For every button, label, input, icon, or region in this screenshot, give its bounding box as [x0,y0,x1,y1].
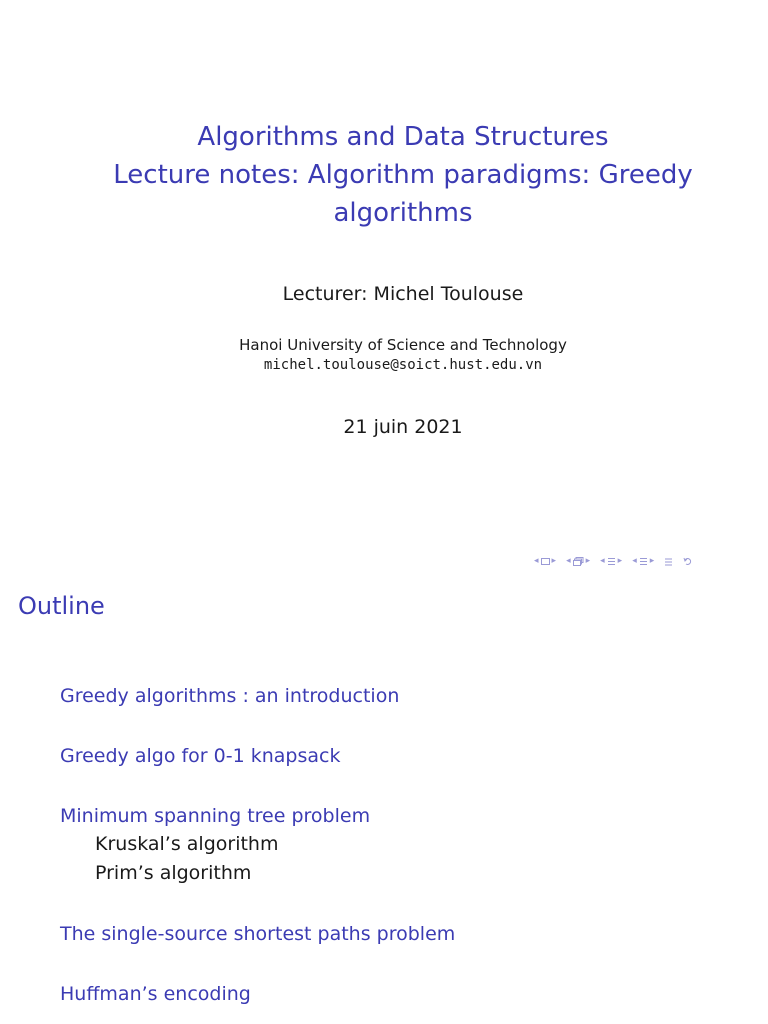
toc-section-link[interactable]: Greedy algo for 0-1 knapsack [60,745,341,767]
title-line: Lecture notes: Algorithm paradigms: Greedy [113,160,693,190]
frame-nav-icon[interactable]: ◂ ▸ [534,556,557,566]
align-icon[interactable] [664,557,673,566]
toc-section-link[interactable]: Huffman’s encoding [60,983,251,1005]
beamer-navigation-bar [534,554,698,568]
institute-block [0,335,768,375]
subsection-forward-icon[interactable]: ◂ ▸ [632,556,655,566]
lecturer-name: Lecturer: Michel Toulouse [282,283,524,305]
frame-title: Outline [18,592,105,620]
outline-slide [0,576,768,1024]
institute-name: Hanoi University of Science and Technology [239,336,567,354]
search-back-icon[interactable] [683,557,692,566]
slide-title [0,118,768,232]
toc-subsection-link[interactable]: Kruskal’s algorithm [95,833,279,855]
lecture-date: 21 juin 2021 [343,416,463,438]
title-line: algorithms [333,198,473,228]
title-line: Algorithms and Data Structures [197,122,609,152]
lecturer-email: michel.toulouse@soict.hust.edu.vn [263,357,543,373]
section-nav-icon[interactable]: ◂ ▸ [600,556,623,566]
toc-section-link[interactable]: Greedy algorithms : an introduction [60,685,400,707]
subsection-nav-icon[interactable]: ◂ ▸ [566,556,591,566]
toc-section-link[interactable]: The single-source shortest paths problem [60,923,456,945]
toc-section-link[interactable]: Minimum spanning tree problem [60,805,371,827]
toc-subsection-link[interactable]: Prim’s algorithm [95,862,252,884]
table-of-contents [60,682,760,1008]
